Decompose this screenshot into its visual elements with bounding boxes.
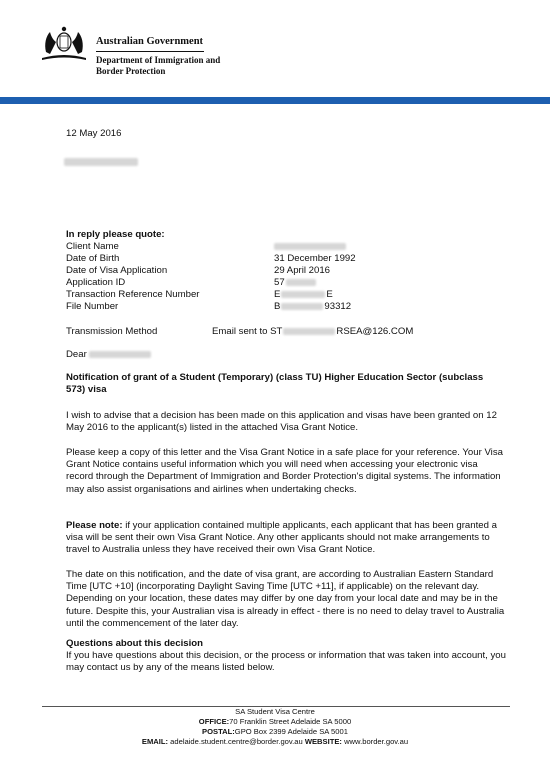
note-label: Please note: (66, 520, 123, 531)
transmission-label: Transmission Method (66, 326, 158, 337)
paragraph-note: Please note: if your application contained multiple applicants, each applicant that has been granted a visa will be sent their own Visa Grant Notice. Any other applicants should not make arrangements to travel to Australia unless they have received their own Visa Grant Notice. (66, 520, 497, 556)
coat-of-arms-icon (38, 22, 90, 64)
field-value-dob: 31 December 1992 (274, 253, 356, 264)
redacted-recipient (64, 158, 138, 166)
header-divider (96, 51, 204, 52)
footer-website: www.border.gov.au (344, 737, 409, 746)
footer-email: adelaide.student.centre@border.gov.au (170, 737, 303, 746)
footer-centre: SA Student Visa Centre (235, 707, 315, 716)
government-name: Australian Government (96, 36, 204, 47)
letter-subject: Notification of grant of a Student (Temporary) (class TU) Higher Education Sector (subclass 573) visa (66, 372, 484, 396)
letter-date: 12 May 2016 (66, 128, 122, 139)
footer-office: OFFICE:70 Franklin Street Adelaide SA 5000 (198, 717, 352, 726)
field-value-transaction-ref: E E (274, 289, 333, 300)
footer-postal: POSTAL:GPO Box 2399 Adelaide SA 5001 (202, 727, 348, 736)
department-name: Department of Immigration and Border Protection (96, 55, 221, 76)
header-bar (0, 97, 550, 104)
field-value-file-number: B 93312 (274, 301, 352, 312)
questions-title: Questions about this decision (66, 638, 203, 649)
paragraph-date-info: The date on this notification, and the date of visa grant, are according to Australian Eastern Standard Time [UTC +10] (incorporating Daylight Saving Time [UTC +11], if applicable) on the relevant day. Depending on your location, these dates may differ by one day from your local date and may be in the future. Despite this, your Australian visa is already in effect - there is no need to delay travel to Australia until the commencement of the later day. (66, 569, 505, 629)
salutation: Dear (66, 349, 151, 361)
field-label-transaction-ref: Transaction Reference Number (66, 289, 200, 300)
field-label-application-id: Application ID (66, 277, 126, 288)
reply-title: In reply please quote: (66, 229, 165, 240)
paragraph-questions: If you have questions about this decision, or the process or information that was taken into account, you may contact us by any of the means listed below. (66, 650, 506, 674)
field-value-application-date: 29 April 2016 (274, 265, 331, 276)
field-label-file-number: File Number (66, 301, 119, 312)
paragraph-keep-copy: Please keep a copy of this letter and the Visa Grant Notice in a safe place for your reference. Your Visa Grant Notice contains useful information which you will need when accessing your electronic visa record through the Department of Immigration and Border Protection's digital systems. The information may also assist organisations and airlines when undertaking checks. (66, 447, 503, 495)
paragraph-decision: I wish to advise that a decision has been made on this application and visas have been granted on 12 May 2016 to the applicant(s) listed in the attached Visa Grant Notice. (66, 410, 497, 434)
transmission-value: Email sent to ST RSEA@126.COM (212, 326, 414, 337)
field-label-application-date: Date of Visa Application (66, 265, 168, 276)
field-label-client-name: Client Name (66, 241, 119, 252)
field-value-application-id: 57 (274, 277, 316, 289)
footer-contact: EMAIL: adelaide.student.centre@border.gov.au WEBSITE: www.border.gov.au (141, 737, 409, 746)
field-label-dob: Date of Birth (66, 253, 120, 264)
field-value-client-name (274, 241, 346, 253)
